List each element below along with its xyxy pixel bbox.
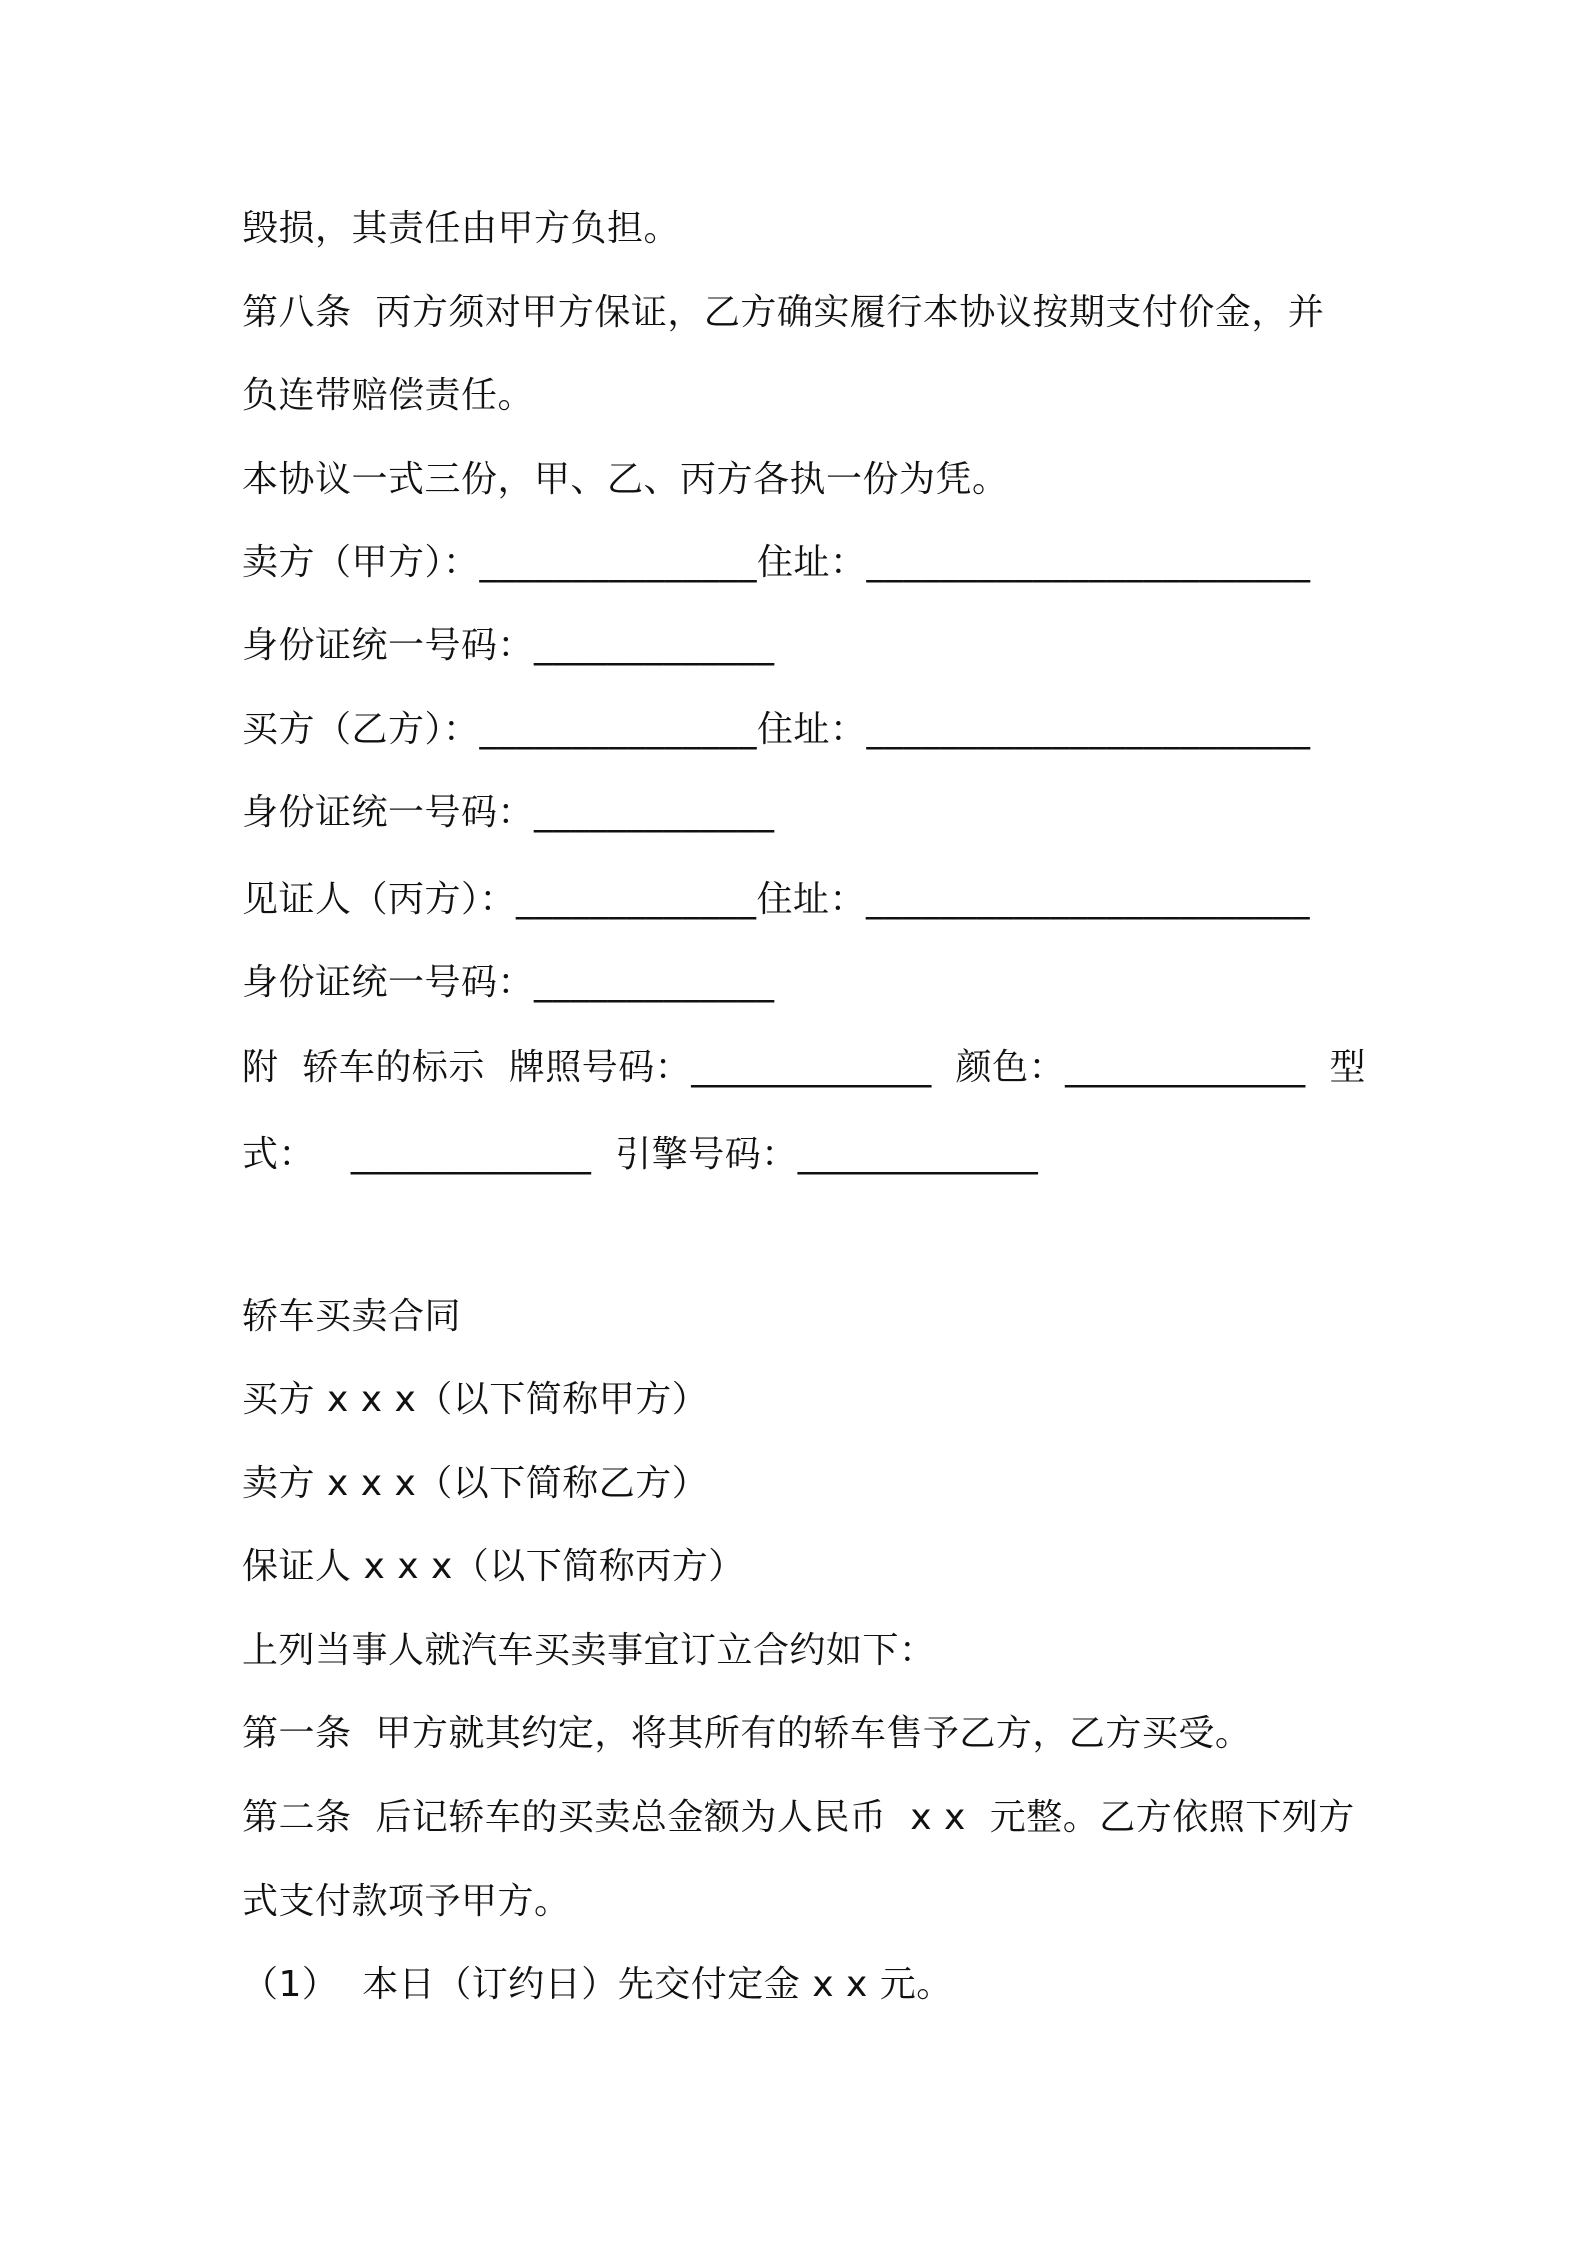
text-line-seller-id: 身份证统一号码：_____________ [242, 625, 775, 666]
text-line-article-8: 第八条 丙方须对甲方保证，乙方确实履行本协议按期支付价金，并 [242, 292, 1325, 333]
text-line-seller-party-a: 卖方（甲方）：_______________住址：________________________ [242, 542, 1311, 583]
text-line-article-2-cont: 式支付款项予甲方。 [242, 1881, 571, 1922]
text-line-seller: 卖方 x x x（以下简称乙方） [242, 1463, 709, 1504]
text-line-buyer-id: 身份证统一号码：_____________ [242, 792, 775, 833]
text-line-article-2: 第二条 后记轿车的买卖总金额为人民币 x x 元整。乙方依照下列方 [242, 1797, 1355, 1838]
text-line-car-model-engine: 式： _____________ 引擎号码：_____________ [242, 1134, 1039, 1175]
text-line-article-8-cont: 负连带赔偿责任。 [242, 375, 535, 416]
text-line-witness-id: 身份证统一号码：_____________ [242, 962, 775, 1003]
text-line-damage-liability: 毁损，其责任由甲方负担。 [242, 208, 681, 249]
text-line-guarantor: 保证人 x x x（以下简称丙方） [242, 1546, 745, 1587]
text-line-article-1: 第一条 甲方就其约定，将其所有的轿车售予乙方，乙方买受。 [242, 1713, 1252, 1754]
text-line-witness-party-c: 见证人（丙方）：_____________住址：________________________ [242, 879, 1311, 920]
text-line-buyer: 买方 x x x（以下简称甲方） [242, 1379, 709, 1420]
text-line-copies: 本协议一式三份，甲、乙、丙方各执一份为凭。 [242, 459, 1009, 500]
text-line-preamble: 上列当事人就汽车买卖事宜订立合约如下： [242, 1630, 936, 1671]
text-line-payment-item-1: （1） 本日（订约日）先交付定金 x x 元。 [242, 1964, 953, 2005]
text-line-car-marking: 附 轿车的标示 牌照号码：_____________ 颜色：_____________ 型 [242, 1047, 1367, 1088]
section-title-car-contract: 轿车买卖合同 [242, 1296, 462, 1337]
text-line-buyer-party-b: 买方（乙方）：_______________住址：________________________ [242, 709, 1311, 750]
